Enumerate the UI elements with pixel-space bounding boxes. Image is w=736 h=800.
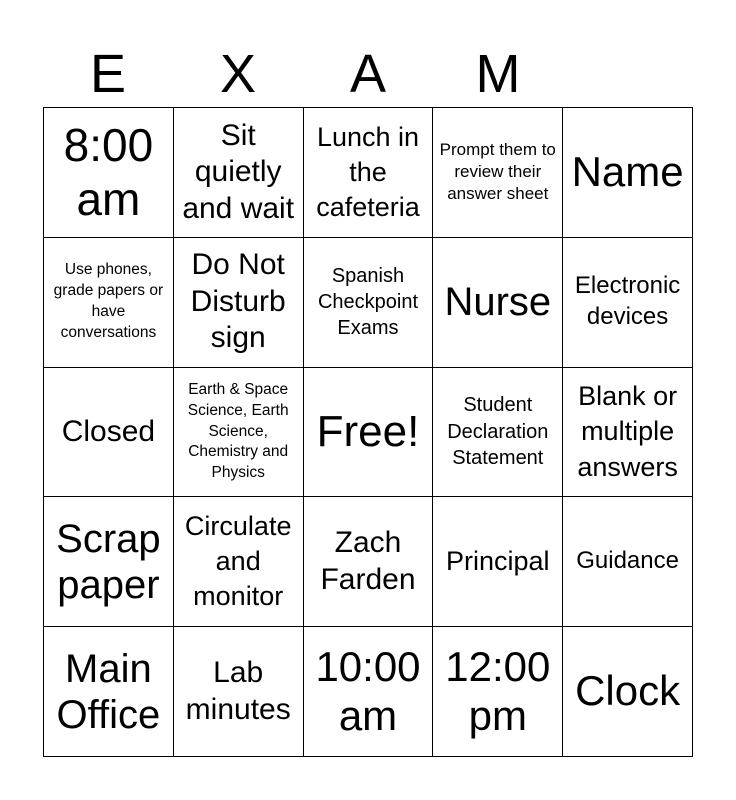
bingo-cell[interactable]: Nurse xyxy=(433,238,563,368)
bingo-cell[interactable]: Earth & Space Science, Earth Science, Chemistry and Physics xyxy=(174,368,304,498)
bingo-cell[interactable]: Sit quietly and wait xyxy=(174,108,304,238)
bingo-cell[interactable]: Scrap paper xyxy=(44,497,174,627)
bingo-header xyxy=(43,42,693,106)
bingo-cell[interactable]: Guidance xyxy=(563,497,693,627)
bingo-cell[interactable]: 10:00 am xyxy=(304,627,434,757)
bingo-cell[interactable]: Principal xyxy=(433,497,563,627)
bingo-cell[interactable]: Closed xyxy=(44,368,174,498)
bingo-cell[interactable]: Student Declaration Statement xyxy=(433,368,563,498)
header-letter-e: E xyxy=(89,44,127,104)
bingo-cell[interactable]: Spanish Checkpoint Exams xyxy=(304,238,434,368)
bingo-cell[interactable]: Lab minutes xyxy=(174,627,304,757)
bingo-cell[interactable]: Lunch in the cafeteria xyxy=(304,108,434,238)
bingo-cell[interactable]: Prompt them to review their answer sheet xyxy=(433,108,563,238)
bingo-cell[interactable]: Main Office xyxy=(44,627,174,757)
bingo-cell free-space[interactable]: Free! xyxy=(304,368,434,498)
bingo-cell[interactable]: Zach Farden xyxy=(304,497,434,627)
bingo-cell[interactable]: Use phones, grade papers or have conversations xyxy=(44,238,174,368)
bingo-board xyxy=(43,107,693,757)
bingo-cell[interactable]: 12:00 pm xyxy=(433,627,563,757)
header-letter-a: A xyxy=(349,44,387,104)
bingo-cell[interactable]: Blank or multiple answers xyxy=(563,368,693,498)
header-letter-x: X xyxy=(219,44,257,104)
bingo-cell[interactable]: Name xyxy=(563,108,693,238)
bingo-cell[interactable]: 8:00 am xyxy=(44,108,174,238)
bingo-cell[interactable]: Clock xyxy=(563,627,693,757)
header-letter-blank xyxy=(563,42,693,106)
bingo-cell[interactable]: Do Not Disturb sign xyxy=(174,238,304,368)
bingo-cell[interactable]: Electronic devices xyxy=(563,238,693,368)
bingo-cell[interactable]: Circulate and monitor xyxy=(174,497,304,627)
header-letter-m: M xyxy=(475,44,521,104)
